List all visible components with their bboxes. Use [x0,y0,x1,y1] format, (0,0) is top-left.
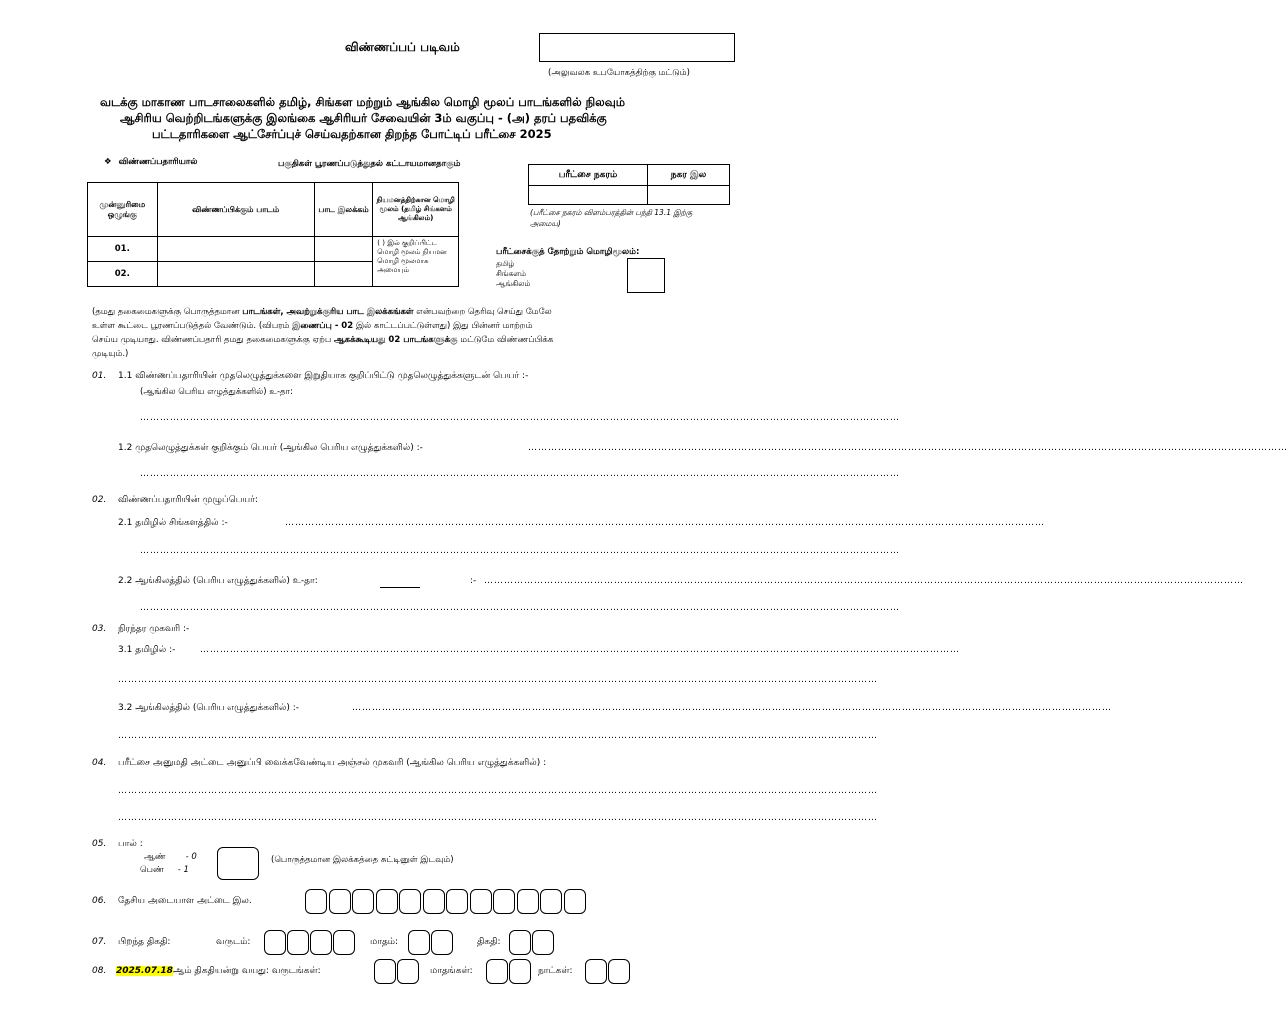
code-2-cell[interactable] [314,262,372,287]
q08-date: 2025.07.18 [116,966,173,976]
dob-year-box-4[interactable] [333,930,355,955]
q03-1-line-a[interactable]: ………………………………………………………………………………………………………………………………………………………………………………………………………… [200,645,960,655]
heading-line-3: பட்டதாரிகளை ஆட்சேர்ப்புச் செய்வதற்கான திறந்த போட்டிப் பரீட்சை 2025 [152,127,552,141]
q03-2-line-a[interactable]: ………………………………………………………………………………………………………………………………………………………………………………………………………… [352,703,1112,713]
nic-digit-box-6[interactable] [423,889,445,914]
bullet-icon: ❖ [104,157,112,167]
q02-number: 02. [92,495,107,505]
age-days-box-1[interactable] [585,959,607,984]
applicant-note-text: பகுதிகள் பூரணப்படுத்துதல் கட்டாயமானதாகும் [278,159,461,169]
priority-2: 02. [88,262,158,287]
dob-month-label: மாதம்: [370,937,399,947]
age-days-label: நாட்கள்: [538,966,573,976]
subject-1-cell[interactable] [157,237,314,262]
exam-city-table [528,164,730,205]
gender-female: பெண் - 1 [140,865,189,875]
exam-medium-box[interactable] [627,258,665,293]
instruction-paragraph: (தமது தகைமைகளுக்கு பொருத்தமான பாடங்கள், அவற்றுக்குரிய பாட இலக்கங்கள் என்பவற்றை தெரிவு செய்து மேலே உள்ள கூட்டை பூரணப்படுத்தல் வேண்டும். (விபரம் இணைப்பு - 02 இல் காட்டப்பட்டுள்ளது) இது பின்னர் மாற்றம் செய்ய முடியாது. விண்ணப்பதாரி தமது தகைமைகளுக்கு ஏற்ப ஆகக்கூடியது 02 பாடங்களுக்கு மட்டுமே விண்ணப்பிக்க முடியும்.) [92,307,554,359]
gender-male: ஆண் - 0 [144,852,197,862]
q02-1-line-a[interactable]: ………………………………………………………………………………………………………………………………………………………………………………………………………… [285,518,1045,528]
exam-medium-label: பரீட்சைக்குத் தோற்றும் மொழிமூலம்: [496,247,640,257]
q05-number: 05. [92,839,107,849]
nic-digit-box-8[interactable] [470,889,492,914]
exam-city-note: (பரீட்சை நகரம் விளம்பரத்தின் பந்தி 13.1 இற்கு அமைய) [530,208,693,228]
subject-2-cell[interactable] [157,262,314,287]
medium-note[interactable]: ( ) இல் குறிப்பிட்ட மொழி மூலம் நியமன மொழி மூலமாக அமையும் [373,237,459,287]
form-title: விண்ணப்பப் படிவம் [345,40,460,54]
dob-day-box-2[interactable] [532,930,554,955]
office-use-note: (அலுவலக உபயோகத்திற்கு மட்டும்) [548,68,690,78]
q04-text: பரீட்சை அனுமதி அட்டை அனுப்பி வைக்கவேண்டிய அஞ்சல் முகவரி (ஆங்கில பெரிய எழுத்துக்களில்) : [118,758,547,768]
city-code-input[interactable] [648,186,730,205]
q08-text: ஆம் திகதியன்று வயது: வருடங்கள்: [172,966,321,976]
age-months-box-2[interactable] [509,959,531,984]
q08-number: 08. [92,966,107,976]
q03-2-line-b[interactable]: ………………………………………………………………………………………………………………………………………………………………………………………………………… [118,731,878,741]
col-priority: முன்னுரிமை ஒழுங்கு [88,183,158,237]
q01-1-line[interactable]: ………………………………………………………………………………………………………………………………………………………………………………………………………… [140,413,900,423]
dob-day-box-1[interactable] [509,930,531,955]
applicant-note-label: விண்ணப்பதாரியால் [118,157,198,167]
option-english: ஆங்கிலம் [496,279,531,288]
gender-note: (பொருத்தமான இலக்கத்தை சுட்டினுள் இடவும்) [271,855,454,865]
q02-2-sep: :- [470,576,477,586]
q02-2-example-line[interactable] [380,587,420,588]
q07-number: 07. [92,937,107,947]
q04-line-b[interactable]: ………………………………………………………………………………………………………………………………………………………………………………………………………… [118,813,878,823]
exam-city-input[interactable] [529,186,648,205]
q03-1: 3.1 தமிழில் :- [118,645,176,655]
dob-month-box-1[interactable] [408,930,430,955]
office-use-box[interactable] [539,33,735,62]
q02-1-line-b[interactable]: ………………………………………………………………………………………………………………………………………………………………………………………………………… [140,546,900,556]
subjects-table [87,182,459,287]
q02-2-line-a[interactable]: ………………………………………………………………………………………………………………………………………………………………………………………………………… [484,576,1244,586]
q08-line [116,966,321,977]
q07-text: பிறந்த திகதி: [118,937,171,947]
code-1-cell[interactable] [314,237,372,262]
q01-1-hint: (ஆங்கில பெரிய எழுத்துக்களில்) உ-தா: [140,387,293,397]
applicant-note [104,157,197,168]
city-code-label: நகர இல [648,165,730,186]
q01-number: 01. [92,371,107,381]
option-sinhala: சிங்களம் [496,269,527,278]
q01-1: 1.1 விண்ணப்பதாரியின் முதலெழுத்துக்களை இறுதியாக குறிப்பிட்டு முதலெழுத்துக்களுடன் பெயர் :- [118,371,529,381]
nic-digit-box-11[interactable] [540,889,562,914]
nic-digit-box-9[interactable] [493,889,515,914]
q03-text: நிரந்தர முகவரி :- [118,624,190,634]
nic-digit-box-10[interactable] [517,889,539,914]
q02-2-line-b[interactable]: ………………………………………………………………………………………………………………………………………………………………………………………………………… [140,603,900,613]
col-subject: விண்ணப்பிக்கும் பாடம் [157,183,314,237]
q01-2-line-b[interactable]: ………………………………………………………………………………………………………………………………………………………………………………………………………… [140,469,900,479]
dob-day-label: திகதி: [477,937,501,947]
nic-digit-box-1[interactable] [305,889,327,914]
nic-digit-box-3[interactable] [352,889,374,914]
age-days-box-2[interactable] [608,959,630,984]
option-tamil: தமிழ் [496,259,515,268]
q06-number: 06. [92,896,107,906]
q01-2-line-a[interactable]: ………………………………………………………………………………………………………………………………………………………………………………………………………… [528,443,1288,453]
q01-2: 1.2 முதலெழுத்துக்கள் குறிக்கும் பெயர் (ஆங்கில பெரிய எழுத்துக்களில்) :- [118,443,423,453]
q03-number: 03. [92,624,107,634]
dob-year-box-2[interactable] [287,930,309,955]
q05-text: பால் : [118,839,143,849]
priority-1: 01. [88,237,158,262]
q04-line-a[interactable]: ………………………………………………………………………………………………………………………………………………………………………………………………………… [118,786,878,796]
q06-text: தேசிய அடையாள அட்டை இல. [118,896,252,906]
q03-1-line-b[interactable]: ………………………………………………………………………………………………………………………………………………………………………………………………………… [118,675,878,685]
exam-city-label: பரீட்சை நகரம் [529,165,648,186]
dob-year-label: வருடம்: [216,937,251,947]
q02-1: 2.1 தமிழில் சிங்களத்தில் :- [118,518,228,528]
age-years-box-2[interactable] [397,959,419,984]
col-medium: நியமனத்திற்கான மொழி மூலம் (தமிழ் சிங்களம் ஆங்கிலம்) [373,183,459,237]
dob-year-box-3[interactable] [310,930,332,955]
q04-number: 04. [92,758,107,768]
nic-digit-box-12[interactable] [564,889,586,914]
exam-medium-options [496,259,530,289]
dob-month-box-2[interactable] [431,930,453,955]
age-months-box-1[interactable] [486,959,508,984]
nic-digit-box-7[interactable] [446,889,468,914]
nic-digit-box-4[interactable] [376,889,398,914]
q02-text: விண்ணப்பதாரியின் முழுப்பெயர்: [118,495,258,505]
age-years-box-1[interactable] [374,959,396,984]
gender-input-box[interactable] [217,847,259,880]
col-code: பாட இலக்கம் [314,183,372,237]
q03-2: 3.2 ஆங்கிலத்தில் (பெரிய எழுத்துக்களில்) :- [118,703,300,713]
heading-line-2: ஆசிரிய வெற்றிடங்களுக்கு இலங்கை ஆசிரியர் சேவையின் 3ம் வகுப்பு - (அ) தரப் பதவிக்கு [120,111,607,125]
age-months-label: மாதங்கள்: [430,966,473,976]
nic-digit-box-2[interactable] [329,889,351,914]
nic-digit-box-5[interactable] [399,889,421,914]
dob-year-box-1[interactable] [264,930,286,955]
heading-line-1: வடக்கு மாகாண பாடசாலைகளில் தமிழ், சிங்கள மற்றும் ஆங்கில மொழி மூலப் பாடங்களில் நிலவும் [100,95,625,109]
q02-2: 2.2 ஆங்கிலத்தில் (பெரிய எழுத்துக்களில்) உ-தா: [118,576,318,586]
